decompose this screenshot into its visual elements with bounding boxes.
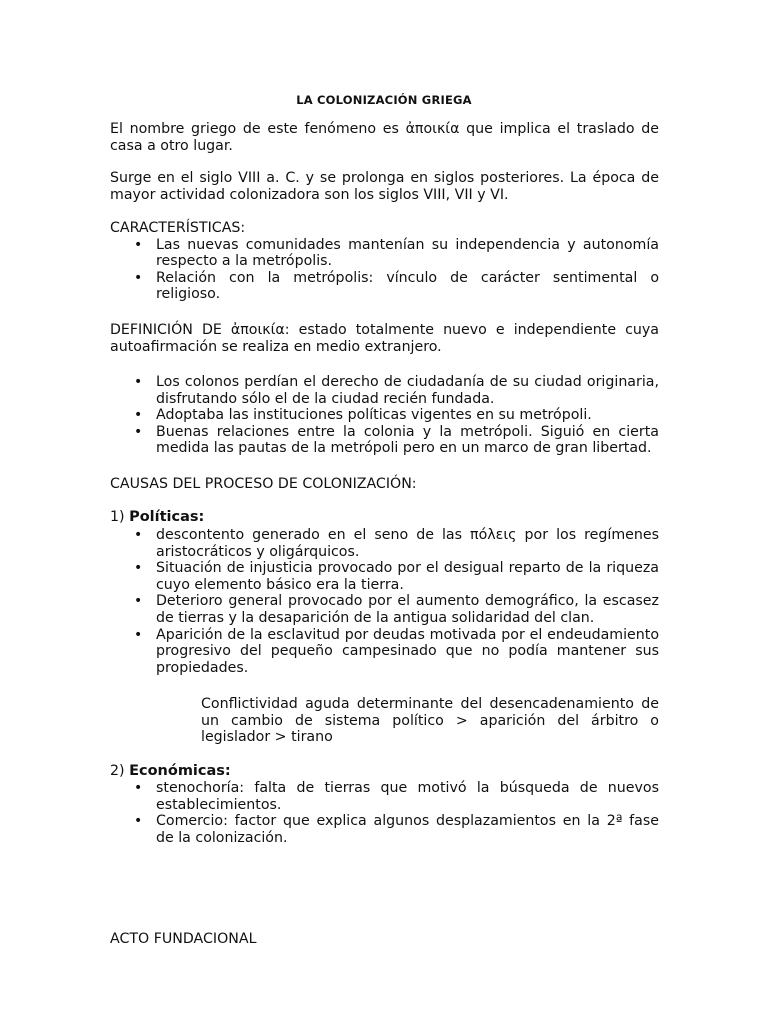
- list-item-line: Aparición de la esclavitud por deudas motivada por el endeudamiento: [156, 626, 659, 643]
- list-item-line: propiedades.: [156, 659, 249, 676]
- economicas-heading: [110, 763, 659, 780]
- surge-line-1: Surge en el siglo VIII a. C. y se prolonga en siglos posteriores. La época de: [110, 170, 659, 186]
- list-item-line: Deterioro general provocado por el aumento demográfico, la escasez: [156, 593, 659, 610]
- bullet-icon: •: [134, 780, 143, 796]
- surge-paragraph: [110, 170, 659, 203]
- bullet-icon: •: [134, 236, 143, 253]
- bullet-icon: •: [134, 423, 143, 440]
- list-item: [110, 374, 659, 407]
- note-line: Conflictividad aguda determinante del desencadenamiento de: [201, 696, 659, 712]
- intro-line-2: casa a otro lugar.: [110, 137, 233, 154]
- list-item-line: Las nuevas comunidades mantenían su independencia y autonomía: [156, 236, 659, 253]
- list-item-line: respecto a la metrópolis.: [156, 253, 333, 270]
- note-line: legislador > tirano: [201, 729, 333, 746]
- list-item-line: Comercio: factor que explica algunos desplazamientos en la 2ª fase: [156, 813, 659, 830]
- list-item-line: Adoptaba las instituciones políticas vigentes en su metrópoli.: [156, 407, 592, 424]
- list-item-line: Los colonos perdían el derecho de ciudadanía de su ciudad originaria,: [156, 374, 659, 390]
- list-item-line: Relación con la metrópolis: vínculo de carácter sentimental o: [156, 269, 659, 286]
- bullet-icon: •: [134, 374, 143, 390]
- causas-heading: CAUSAS DEL PROCESO DE COLONIZACIÓN:: [110, 476, 417, 492]
- intro-line-1: El nombre griego de este fenómeno es ἀποικία que implica el traslado de: [110, 121, 659, 137]
- intro-paragraph: [110, 121, 659, 154]
- document-title: LA COLONIZACIÓN GRIEGA: [296, 93, 472, 107]
- list-item: [110, 424, 659, 457]
- surge-line-2: mayor actividad colonizadora son los siglos VIII, VII y VI.: [110, 186, 509, 203]
- list-item: [110, 527, 659, 560]
- list-item-line: de la colonización.: [156, 829, 288, 846]
- list-item-line: aristocráticos y oligárquicos.: [156, 543, 360, 560]
- economicas-list: [110, 780, 659, 846]
- bullet-icon: •: [134, 269, 143, 286]
- politicas-heading: [110, 509, 659, 526]
- list-item: [110, 270, 659, 303]
- acto-fundacional-heading: ACTO FUNDACIONAL: [110, 931, 257, 947]
- economicas-number: 2): [110, 763, 125, 779]
- list-item: [110, 627, 659, 677]
- politicas-list: [110, 527, 659, 676]
- bullet-icon: •: [134, 593, 143, 610]
- definicion-line-1: DEFINICIÓN DE ἀποικία: estado totalmente nuevo e independiente cuya: [110, 322, 659, 338]
- list-item-line: de tierras y la desaparición de la antigua solidaridad del clan.: [156, 609, 595, 626]
- definicion-list: [110, 374, 659, 457]
- list-item-line: progresivo del pequeño campesinado que no podía mantener sus: [156, 643, 659, 660]
- list-item-line: cuyo elemento básico era la tierra.: [156, 576, 404, 593]
- caracteristicas-section: [110, 220, 659, 303]
- list-item: [110, 560, 659, 593]
- definicion-line-2: autoafirmación se realiza en medio extranjero.: [110, 338, 442, 355]
- bullet-icon: •: [134, 813, 143, 830]
- list-item-line: medida las pautas de la metrópoli pero en un marco de gran libertad.: [156, 440, 652, 457]
- list-item-line: religioso.: [156, 286, 221, 303]
- list-item-line: Situación de injusticia provocado por el desigual reparto de la riqueza: [156, 560, 659, 577]
- list-item: [110, 780, 659, 813]
- list-item-line: establecimientos.: [156, 796, 282, 813]
- bullet-icon: •: [134, 527, 143, 543]
- politicas-note: [201, 696, 659, 746]
- politicas-number: 1): [110, 509, 125, 525]
- list-item: [110, 593, 659, 626]
- list-item: [110, 237, 659, 270]
- economicas-label: Económicas:: [129, 763, 231, 779]
- list-item-line: descontento generado en el seno de las πόλεις por los regímenes: [156, 527, 659, 543]
- list-item-line: disfrutando sólo el de la ciudad recién fundada.: [156, 390, 495, 407]
- bullet-icon: •: [134, 626, 143, 643]
- list-item: [110, 407, 659, 424]
- bullet-icon: •: [134, 407, 143, 424]
- definicion-paragraph: [110, 322, 659, 355]
- list-item-line: Buenas relaciones entre la colonia y la metrópoli. Siguió en cierta: [156, 423, 659, 440]
- politicas-label: Políticas:: [129, 509, 205, 525]
- list-item-line: stenochoría: falta de tierras que motivó la búsqueda de nuevos: [156, 780, 659, 796]
- caracteristicas-heading: CARACTERÍSTICAS:: [110, 220, 246, 236]
- list-item: [110, 813, 659, 846]
- note-line: un cambio de sistema político > aparición del árbitro o: [201, 712, 659, 729]
- caracteristicas-list: [110, 237, 659, 303]
- bullet-icon: •: [134, 560, 143, 577]
